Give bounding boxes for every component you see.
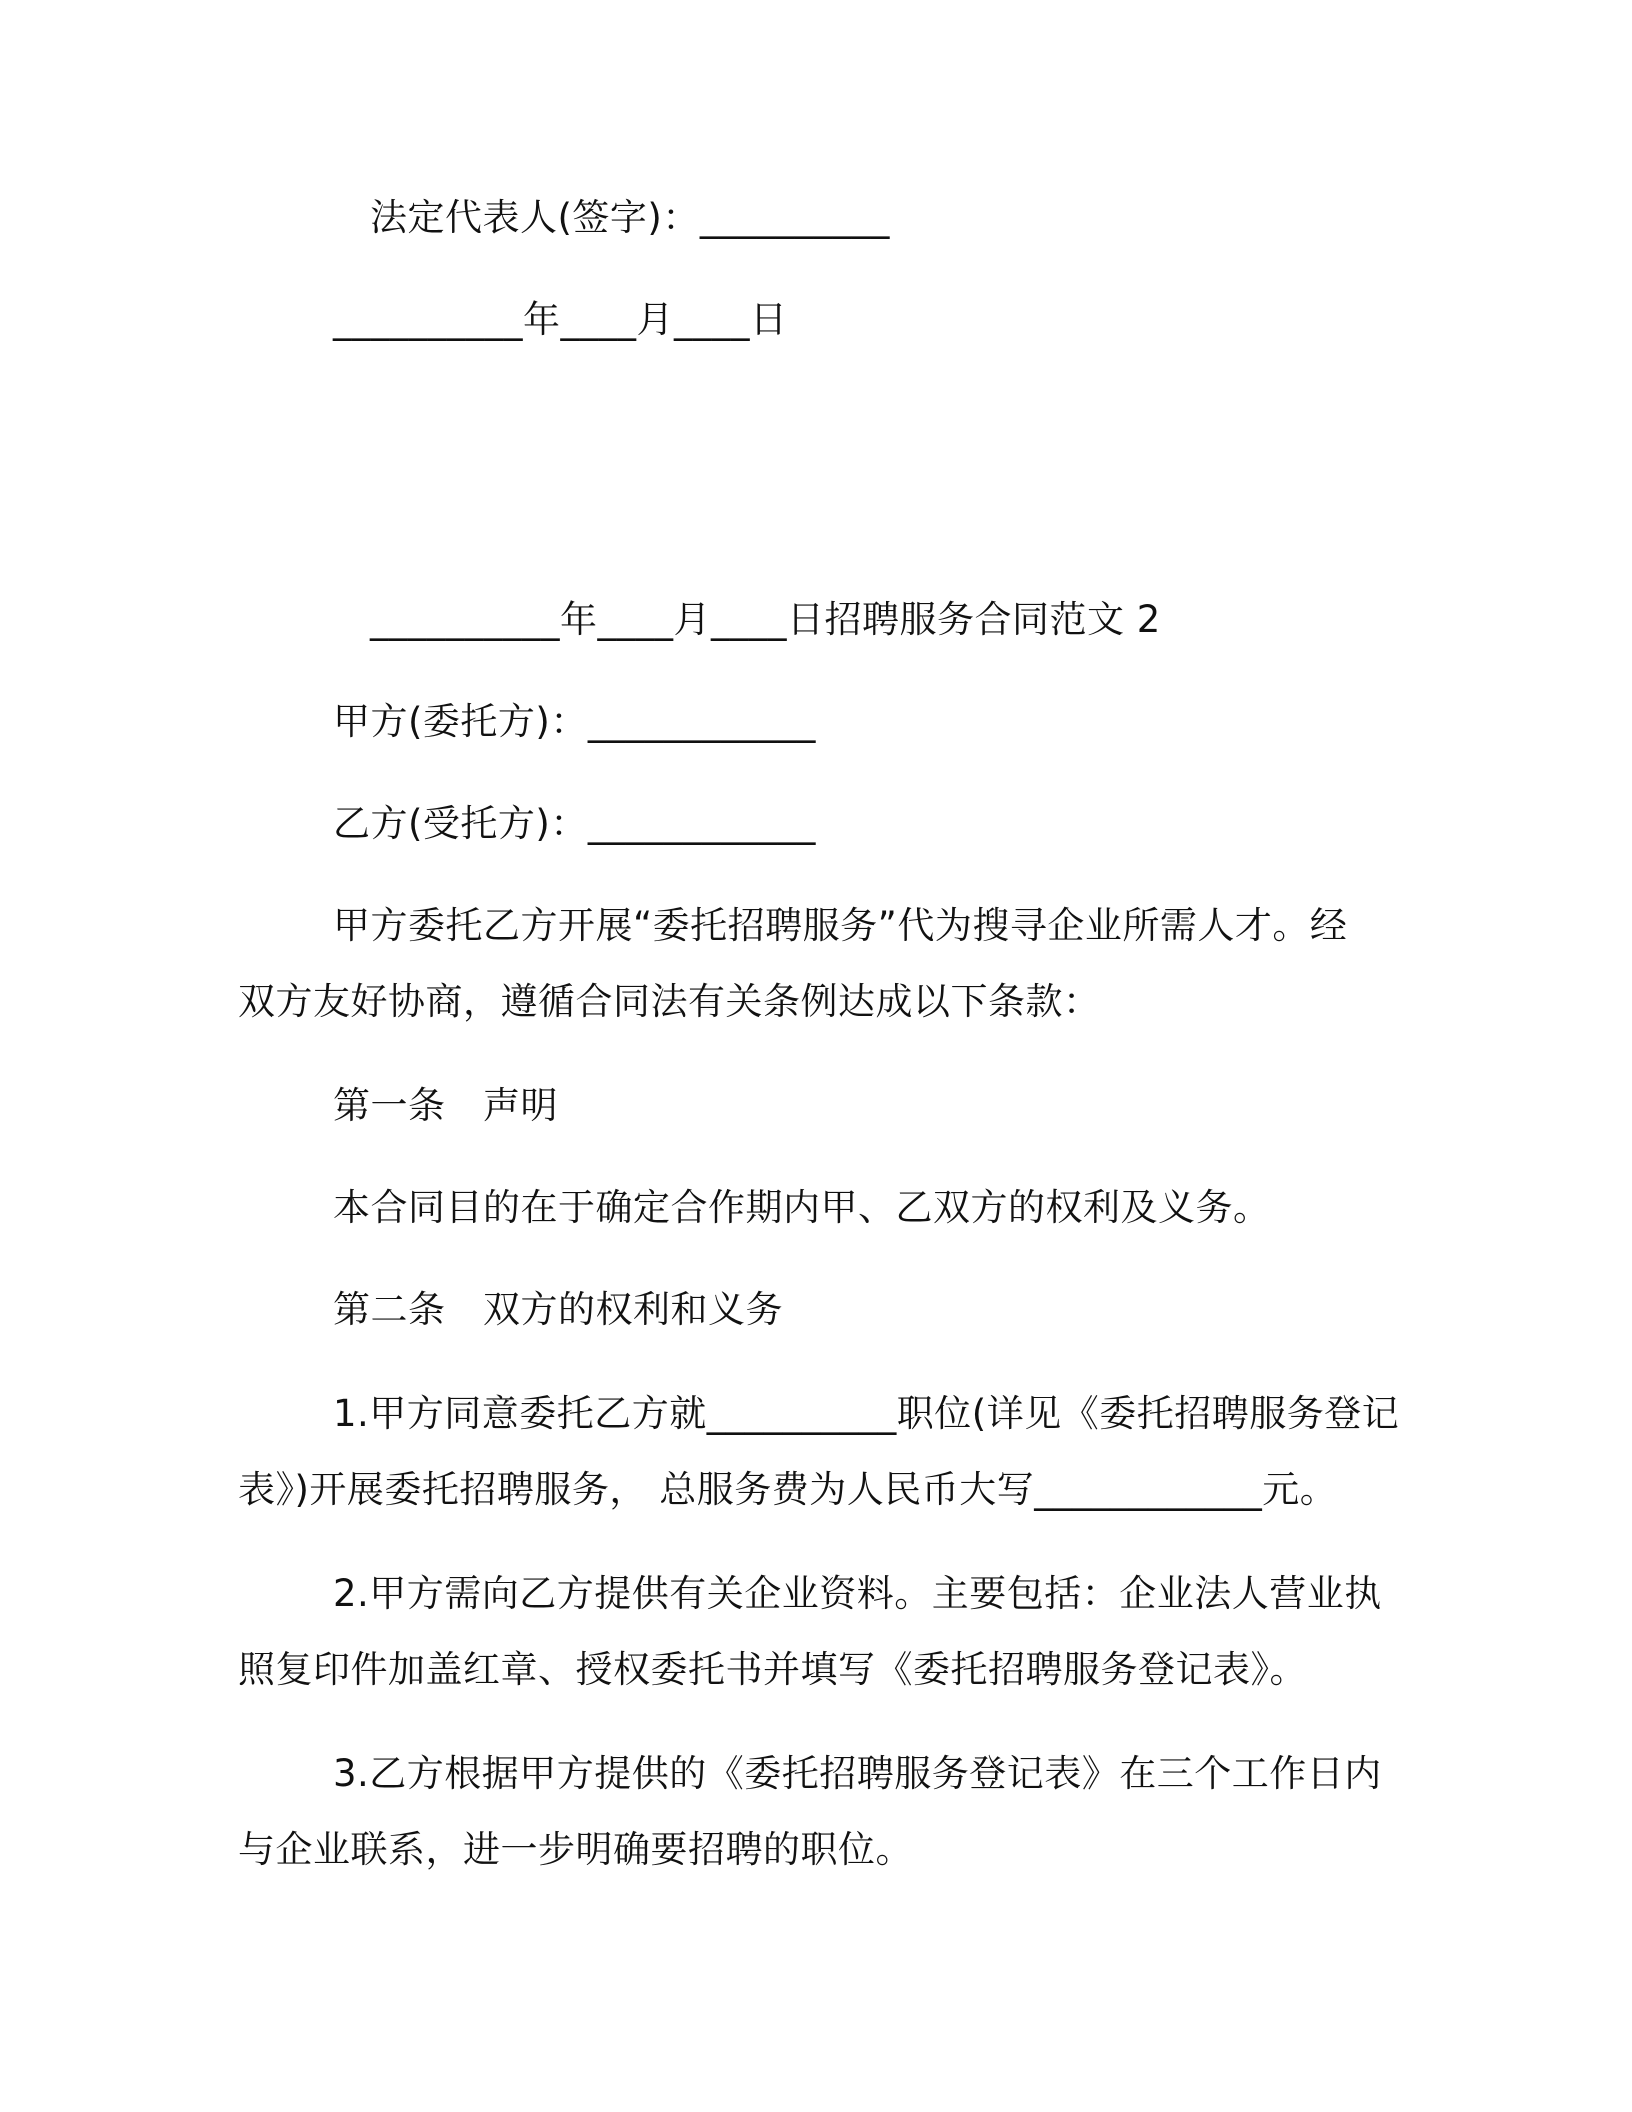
contract-title: __________年____月____日招聘服务合同范文 2 xyxy=(370,598,1161,641)
item-2-line-1: 2.甲方需向乙方提供有关企业资料。主要包括：企业法人营业执 xyxy=(333,1572,1382,1615)
date-line: __________年____月____日 xyxy=(333,298,788,341)
intro-paragraph-line-2: 双方友好协商，遵循合同法有关条例达成以下条款： xyxy=(238,980,1101,1023)
article-1-heading: 第一条 声明 xyxy=(333,1084,558,1127)
intro-paragraph-line-1: 甲方委托乙方开展“委托招聘服务”代为搜寻企业所需人才。经 xyxy=(333,904,1348,947)
article-1-text: 本合同目的在于确定合作期内甲、乙双方的权利及义务。 xyxy=(333,1186,1271,1229)
item-1-line-2: 表》)开展委托招聘服务， 总服务费为人民币大写____________元。 xyxy=(238,1468,1338,1511)
party-a-line: 甲方(委托方)：____________ xyxy=(333,700,816,743)
item-3-line-1: 3.乙方根据甲方提供的《委托招聘服务登记表》在三个工作日内 xyxy=(333,1752,1382,1795)
party-b-line: 乙方(受托方)：____________ xyxy=(333,802,816,845)
item-3-line-2: 与企业联系，进一步明确要招聘的职位。 xyxy=(238,1828,913,1871)
article-2-heading: 第二条 双方的权利和义务 xyxy=(333,1288,783,1331)
item-1-line-1: 1.甲方同意委托乙方就__________职位(详见《委托招聘服务登记 xyxy=(333,1392,1400,1435)
signature-line: 法定代表人(签字)：__________ xyxy=(370,196,890,239)
item-2-line-2: 照复印件加盖红章、授权委托书并填写《委托招聘服务登记表》。 xyxy=(238,1648,1307,1691)
